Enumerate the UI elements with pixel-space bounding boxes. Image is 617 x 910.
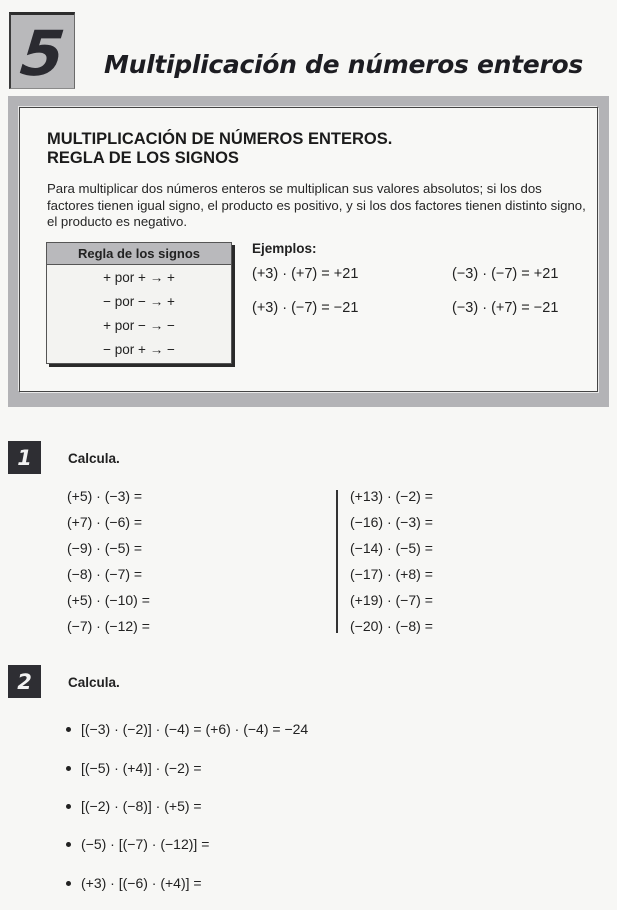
chapter-title: Multiplicación de números enteros xyxy=(104,50,583,79)
exercise-2-badge: 2 xyxy=(8,665,41,698)
exercise-2-expression: (+3) · [(−6) · (+4)] = xyxy=(81,875,202,891)
example: (+3) · (+7) = +21 xyxy=(252,266,359,282)
exercise-1-item: (+7) · (−6) = xyxy=(67,514,143,530)
exercise-1-item: (−17) · (+8) = xyxy=(350,566,433,582)
exercise-2-expression: [(−5) · (+4)] · (−2) = xyxy=(81,760,202,776)
exercise-1-badge: 1 xyxy=(8,441,41,474)
exercise-2-item xyxy=(66,760,202,776)
exercise-2-item xyxy=(66,798,202,814)
example: (−3) · (+7) = −21 xyxy=(452,300,559,316)
bullet-icon xyxy=(66,842,71,847)
exercise-1-item: (+5) · (−10) = xyxy=(67,592,150,608)
exercise-2-item xyxy=(66,836,209,852)
example: (−3) · (−7) = +21 xyxy=(452,266,559,282)
theory-paragraph: Para multiplicar dos números enteros se multiplican sus valores absolutos; si los dos factores tienen igual signo, el producto es positivo, y si los dos factores tienen distinto signo, el producto es negativo. xyxy=(47,181,586,229)
exercise-1-instruction: Calcula. xyxy=(68,451,120,466)
theory-heading-line-2: REGLA DE LOS SIGNOS xyxy=(47,149,239,167)
sign-rule-table-title: Regla de los signos xyxy=(47,243,231,265)
exercise-1-item: (−20) · (−8) = xyxy=(350,618,433,634)
sign-rule-row: − por + → − xyxy=(103,341,175,357)
exercise-1-item: (−9) · (−5) = xyxy=(67,540,143,556)
sign-rule-row: + por + → + xyxy=(103,269,175,285)
exercise-1-item: (+19) · (−7) = xyxy=(350,592,433,608)
exercise-2-item xyxy=(66,721,308,737)
exercise-2-instruction: Calcula. xyxy=(68,675,120,690)
chapter-number-box xyxy=(9,12,75,89)
sign-rule-table xyxy=(46,242,232,364)
exercise-2-expression: [(−2) · (−8)] · (+5) = xyxy=(81,798,202,814)
sign-rule-row: + por − → − xyxy=(103,317,175,333)
sign-rule-row: − por − → + xyxy=(103,293,175,309)
exercise-1-item: (−14) · (−5) = xyxy=(350,540,433,556)
theory-heading-line-1: MULTIPLICACIÓN DE NÚMEROS ENTEROS. xyxy=(47,130,393,148)
example: (+3) · (−7) = −21 xyxy=(252,300,359,316)
chapter-number: 5 xyxy=(17,16,68,90)
bullet-icon xyxy=(66,727,71,732)
exercise-1-item: (−7) · (−12) = xyxy=(67,618,150,634)
bullet-icon xyxy=(66,881,71,886)
theory-heading xyxy=(47,130,392,168)
examples-label: Ejemplos: xyxy=(252,241,317,256)
exercise-2-expression: [(−3) · (−2)] · (−4) = (+6) · (−4) = −24 xyxy=(81,721,309,737)
exercise-1-item: (−16) · (−3) = xyxy=(350,514,433,530)
exercise-2-item xyxy=(66,875,202,891)
exercise-1-item: (−8) · (−7) = xyxy=(67,566,143,582)
exercise-1-item: (+13) · (−2) = xyxy=(350,488,433,504)
exercise-1-item: (+5) · (−3) = xyxy=(67,488,143,504)
bullet-icon xyxy=(66,804,71,809)
exercise-2-expression: (−5) · [(−7) · (−12)] = xyxy=(81,836,210,852)
bullet-icon xyxy=(66,766,71,771)
column-divider xyxy=(336,490,338,633)
